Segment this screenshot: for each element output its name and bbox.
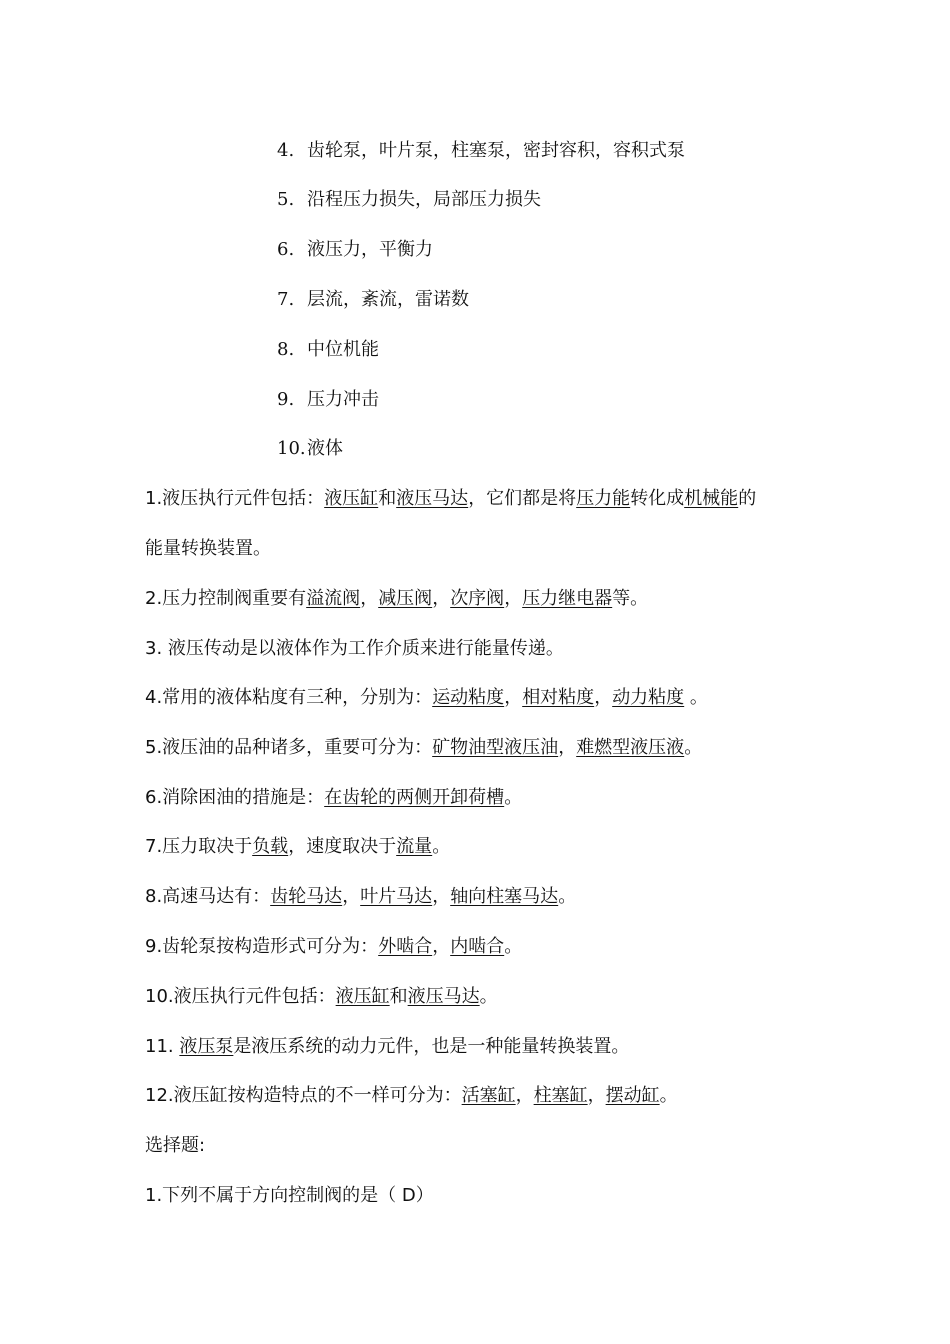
question-text: 1.液压执行元件包括： [145,488,325,509]
question-text: 转化成 [630,488,685,509]
answer-text: 中位机能 [307,339,379,360]
section-heading: 选择题: [145,1135,206,1156]
answer-number: 10. [277,438,306,459]
fill-in-question-1 [145,484,756,514]
question-text: 是液压系统的动力元件，也是一种能量转换装置。 [233,1036,630,1057]
answer-number: 8. [277,339,295,360]
answer-number: 7. [277,289,295,310]
answer-blank: 机械能 [684,488,739,509]
answer-item-10 [277,434,343,464]
answer-blank: 减压阀 [378,588,433,609]
answer-blank: 流量 [396,836,433,857]
fill-in-question-7 [145,832,450,862]
answer-blank: 相对粘度 [522,687,595,708]
fill-in-question-4 [145,683,708,713]
question-text: 6.消除困油的措施是： [145,787,325,808]
question-text: 7.压力取决于 [145,836,253,857]
question-text: 2.压力控制阀重要有 [145,588,307,609]
answer-blank: 柱塞缸 [533,1085,588,1106]
answer-blank: 运动粘度 [432,687,505,708]
question-text: 。 [558,886,577,907]
answer-item-8 [277,335,379,365]
answer-number: 9. [277,389,295,410]
answer-blank: 外啮合 [378,936,433,957]
question-text: 11. [145,1036,180,1057]
question-text: 8.高速马达有： [145,886,271,907]
answer-item-4 [277,136,685,166]
answer-blank: 齿轮马达 [270,886,343,907]
question-text: 3. 液压传动是以液体作为工作介质来进行能量传递。 [145,638,564,659]
separator: ， [432,588,451,609]
answer-item-9 [277,385,379,415]
question-text: 5.液压油的品种诸多，重要可分为： [145,737,433,758]
answer-blank: 液压泵 [179,1036,234,1057]
answer-blank: 次序阀 [450,588,505,609]
question-text: 9.齿轮泵按构造形式可分为： [145,936,379,957]
question-text: 。 [479,986,498,1007]
answer-blank: 矿物油型液压油 [432,737,559,758]
answer-blank: 动力粘度 [612,687,685,708]
fill-in-question-9 [145,932,522,962]
question-text: 12.液压缸按构造特点的不一样可分为： [145,1085,462,1106]
fill-in-question-5 [145,733,702,763]
separator: ， [504,588,523,609]
choice-question-1 [145,1181,434,1211]
answer-blank: 在齿轮的两侧开卸荷槽 [324,787,505,808]
question-text: 。 [659,1085,678,1106]
question-text: 和 [389,986,408,1007]
question-text: 10.液压执行元件包括： [145,986,336,1007]
answer-blank: 液压马达 [396,488,469,509]
separator: ， [504,687,523,708]
section-heading-choice [145,1131,205,1161]
question-text: 。 [684,737,703,758]
question-text: ，速度取决于 [288,836,397,857]
answer-blank: 压力继电器 [522,588,613,609]
answer-text: 齿轮泵，叶片泵，柱塞泵，密封容积，容积式泵 [307,140,685,161]
question-text: ，它们都是将 [468,488,577,509]
answer-text: 液压力，平衡力 [307,239,433,260]
question-text: 。 [432,836,451,857]
fill-in-question-10 [145,982,498,1012]
question-text: 1.下列不属于方向控制阀的是（ D） [145,1185,434,1206]
fill-in-question-2 [145,584,648,614]
answer-number: 4. [277,140,295,161]
answer-blank: 难燃型液压液 [576,737,685,758]
answer-blank: 负载 [252,836,289,857]
separator: ， [594,687,613,708]
answer-item-7 [277,285,469,315]
question-text: 。 [504,936,523,957]
answer-blank: 溢流阀 [306,588,361,609]
answer-number: 6. [277,239,295,260]
fill-in-question-6 [145,783,522,813]
answer-item-5 [277,185,541,215]
separator: ， [432,936,451,957]
answer-text: 层流，紊流，雷诺数 [307,289,469,310]
question-text: 的 [738,488,757,509]
fill-in-question-3 [145,634,564,664]
separator: ， [558,737,577,758]
answer-blank: 内啮合 [450,936,505,957]
question-text: 。 [684,687,708,708]
answer-text: 液体 [307,438,343,459]
answer-blank: 压力能 [576,488,631,509]
separator: ， [432,886,451,907]
answer-text: 沿程压力损失，局部压力损失 [307,189,541,210]
answer-blank: 液压缸 [335,986,390,1007]
question-text: 和 [378,488,397,509]
separator: ， [342,886,361,907]
answer-blank: 摆动缸 [605,1085,660,1106]
question-text: 。 [504,787,523,808]
fill-in-question-1-continuation [145,534,271,564]
answer-number: 5. [277,189,295,210]
answer-item-6 [277,235,433,265]
separator: ， [360,588,379,609]
separator: ， [587,1085,606,1106]
answer-blank: 轴向柱塞马达 [450,886,559,907]
answer-blank: 叶片马达 [360,886,433,907]
fill-in-question-12 [145,1081,678,1111]
question-text: 4.常用的液体粘度有三种，分别为： [145,687,433,708]
answer-blank: 液压马达 [407,986,480,1007]
separator: ， [515,1085,534,1106]
fill-in-question-11 [145,1032,629,1062]
answer-blank: 活塞缸 [461,1085,516,1106]
question-text: 能量转换装置。 [145,538,271,559]
question-text: 等。 [612,588,649,609]
answer-text: 压力冲击 [307,389,379,410]
fill-in-question-8 [145,882,576,912]
answer-blank: 液压缸 [324,488,379,509]
